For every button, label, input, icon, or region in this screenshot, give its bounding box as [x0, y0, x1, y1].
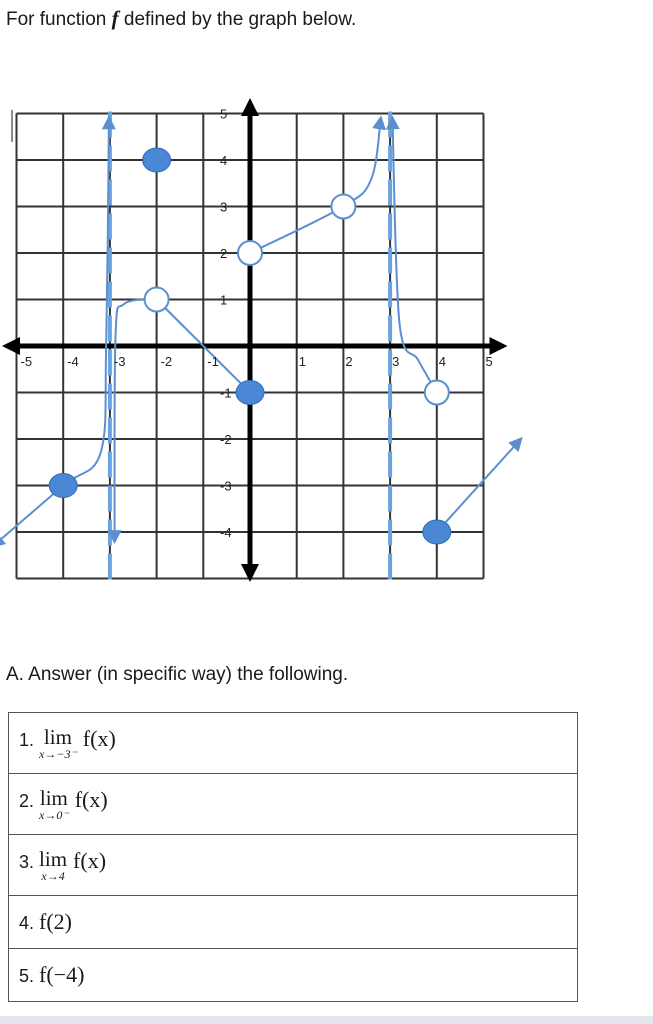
- open-point: [145, 288, 169, 312]
- function-graph: [0, 90, 653, 590]
- curve-rising-to-asymptote-x-3: [250, 118, 381, 253]
- function-expression: f(−4): [39, 962, 85, 987]
- question-row: [9, 713, 578, 774]
- function-expression: f(x): [74, 787, 108, 812]
- open-point: [331, 195, 355, 219]
- closed-point: [49, 474, 77, 498]
- y-axis-arrow-up: [241, 98, 259, 116]
- limit-operator: [39, 848, 67, 882]
- y-tick-label: 4: [220, 153, 228, 168]
- x-tick-label: 5: [485, 354, 493, 369]
- function-name: f: [111, 6, 119, 30]
- lim-word: lim: [39, 786, 68, 810]
- y-tick-label: -1: [220, 385, 232, 401]
- x-tick-label: 4: [438, 354, 447, 369]
- section-heading: A. Answer (in specific way) the following.: [6, 664, 349, 685]
- header-prefix: For function: [6, 9, 112, 30]
- question-cell: [9, 774, 578, 835]
- lim-word: lim: [39, 847, 68, 871]
- x-tick-label: -1: [207, 354, 219, 369]
- y-tick-label: -3: [220, 478, 232, 494]
- x-tick-label: -2: [160, 354, 173, 369]
- x-tick-label: 3: [392, 354, 400, 369]
- question-row: [9, 774, 578, 835]
- function-expression: f(x): [82, 726, 116, 751]
- question-number: 5.: [19, 966, 35, 986]
- y-tick-label: -4: [220, 525, 232, 540]
- question-number: 1.: [19, 730, 35, 750]
- question-number: 3.: [19, 852, 35, 872]
- closed-point: [423, 520, 451, 544]
- axes: [2, 98, 508, 582]
- questions-table: [8, 712, 578, 1002]
- function-expression: f(x): [73, 848, 107, 873]
- function-expression: f(2): [39, 909, 73, 934]
- closed-point: [236, 381, 264, 405]
- open-point: [238, 241, 262, 265]
- y-tick-label: 5: [220, 106, 228, 122]
- lim-subscript: x→0⁻: [39, 808, 69, 822]
- closed-point: [143, 148, 171, 172]
- question-cell: [9, 835, 578, 896]
- header-suffix: defined by the graph below.: [118, 9, 357, 30]
- x-tick-label: -4: [67, 354, 79, 369]
- y-tick-label: 1: [220, 292, 228, 308]
- limit-operator: [39, 787, 69, 821]
- limit-operator: [39, 726, 77, 760]
- y-tick-label: 3: [220, 199, 228, 215]
- y-tick-label: -2: [220, 432, 232, 447]
- bottom-bar: [0, 1016, 653, 1024]
- lim-subscript: x→−3⁻: [39, 747, 77, 761]
- lim-word: lim: [43, 725, 72, 749]
- lim-subscript: x→4: [41, 869, 65, 883]
- question-cell: [9, 713, 578, 774]
- y-tick-label: 2: [220, 246, 228, 261]
- curves: [0, 118, 521, 546]
- question-number: 4.: [19, 913, 35, 933]
- x-axis-arrow-left: [2, 337, 20, 355]
- x-axis-arrow-right: [490, 337, 508, 355]
- x-tick-label: -5: [20, 354, 33, 369]
- question-row: [9, 949, 578, 1002]
- question-cell: [9, 949, 578, 1002]
- question-row: [9, 835, 578, 896]
- curve-after-asymptote: [115, 300, 157, 542]
- question-header: [6, 6, 356, 31]
- x-tick-label: 2: [345, 354, 353, 369]
- question-number: 2.: [19, 791, 35, 811]
- x-tick-label: -3: [113, 354, 126, 369]
- tick-labels: [21, 107, 493, 541]
- question-cell: [9, 896, 578, 949]
- x-tick-label: 1: [298, 354, 306, 369]
- open-point: [425, 381, 449, 405]
- question-row: [9, 896, 578, 949]
